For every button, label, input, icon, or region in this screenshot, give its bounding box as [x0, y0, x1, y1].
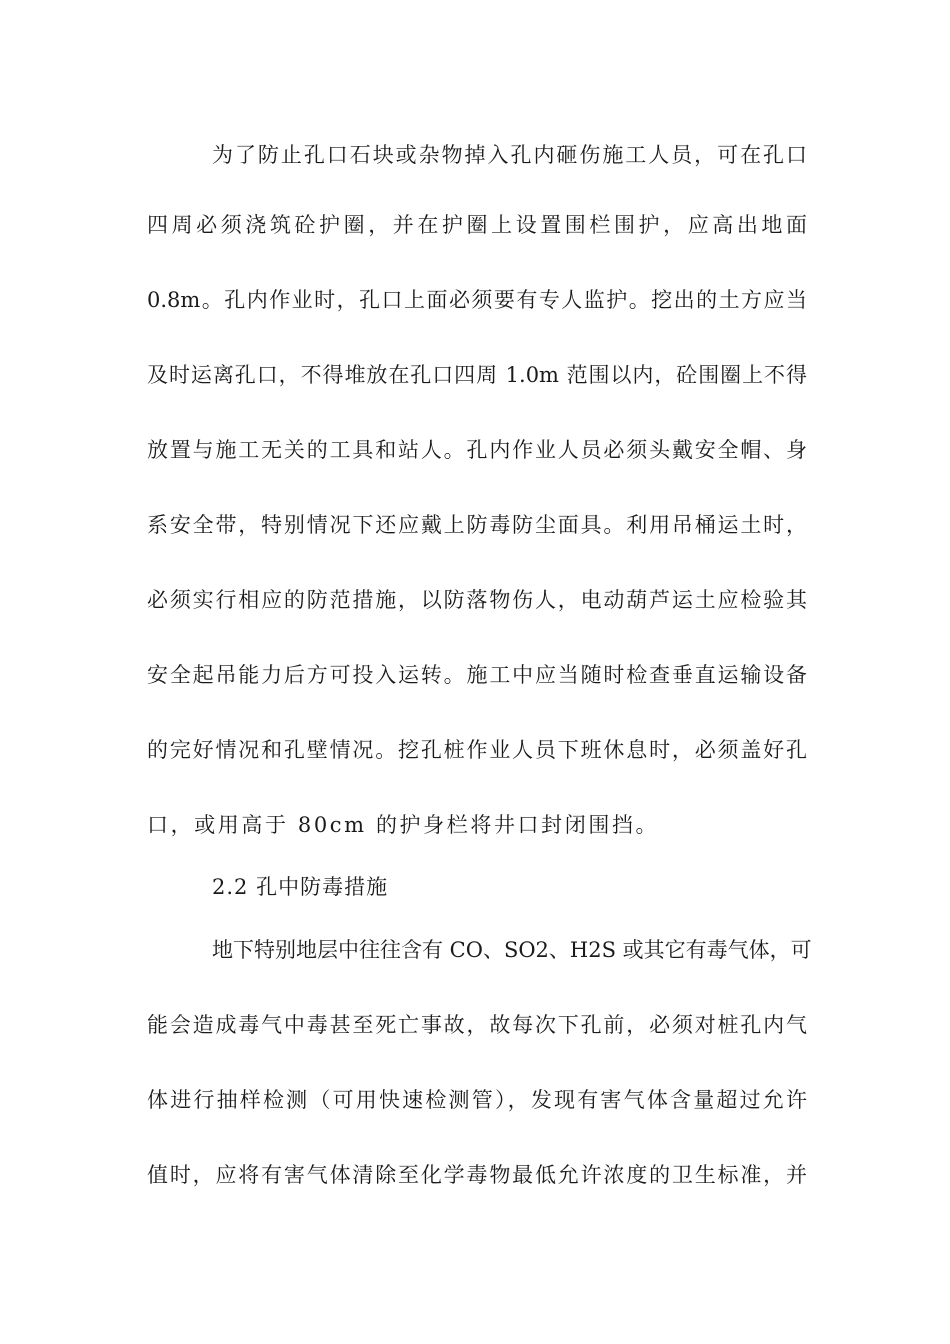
paragraph-1-line-4: 及时运离孔口，不得堆放在孔口四周 1.0m 范围以内，砼围圈上不得: [147, 363, 807, 387]
paragraph-1-line-10: 口，或用高于 80cm 的护身栏将井口封闭围挡。: [147, 813, 660, 837]
paragraph-1-line-1: 为了防止孔口石块或杂物掉入孔内砸伤施工人员，可在孔口: [212, 143, 807, 167]
paragraph-1-line-5: 放置与施工无关的工具和站人。孔内作业人员必须头戴安全帽、身: [147, 438, 807, 462]
paragraph-2-line-4: 值时，应将有害气体清除至化学毒物最低允许浓度的卫生标准，并: [147, 1163, 807, 1187]
paragraph-2-line-1: 地下特别地层中往往含有 CO、SO2、H2S 或其它有毒气体，可: [212, 938, 812, 962]
paragraph-1-line-3: 0.8m。孔内作业时，孔口上面必须要有专人监护。挖出的土方应当: [147, 288, 807, 312]
paragraph-2-line-2: 能会造成毒气中毒甚至死亡事故，故每次下孔前，必须对桩孔内气: [147, 1013, 807, 1037]
paragraph-1-line-6: 系安全带，特别情况下还应戴上防毒防尘面具。利用吊桶运土时，: [147, 513, 807, 537]
paragraph-1-line-2: 四周必须浇筑砼护圈，并在护圈上设置围栏围护，应高出地面: [147, 213, 807, 237]
paragraph-2-line-3: 体进行抽样检测（可用快速检测管），发现有害气体含量超过允许: [147, 1088, 807, 1112]
paragraph-1-line-7: 必须实行相应的防范措施，以防落物伤人，电动葫芦运土应检验其: [147, 588, 807, 612]
paragraph-1-line-8: 安全起吊能力后方可投入运转。施工中应当随时检查垂直运输设备: [147, 663, 807, 687]
paragraph-1-line-9: 的完好情况和孔壁情况。挖孔桩作业人员下班休息时，必须盖好孔: [147, 738, 807, 762]
section-heading: 2.2 孔中防毒措施: [212, 875, 389, 899]
